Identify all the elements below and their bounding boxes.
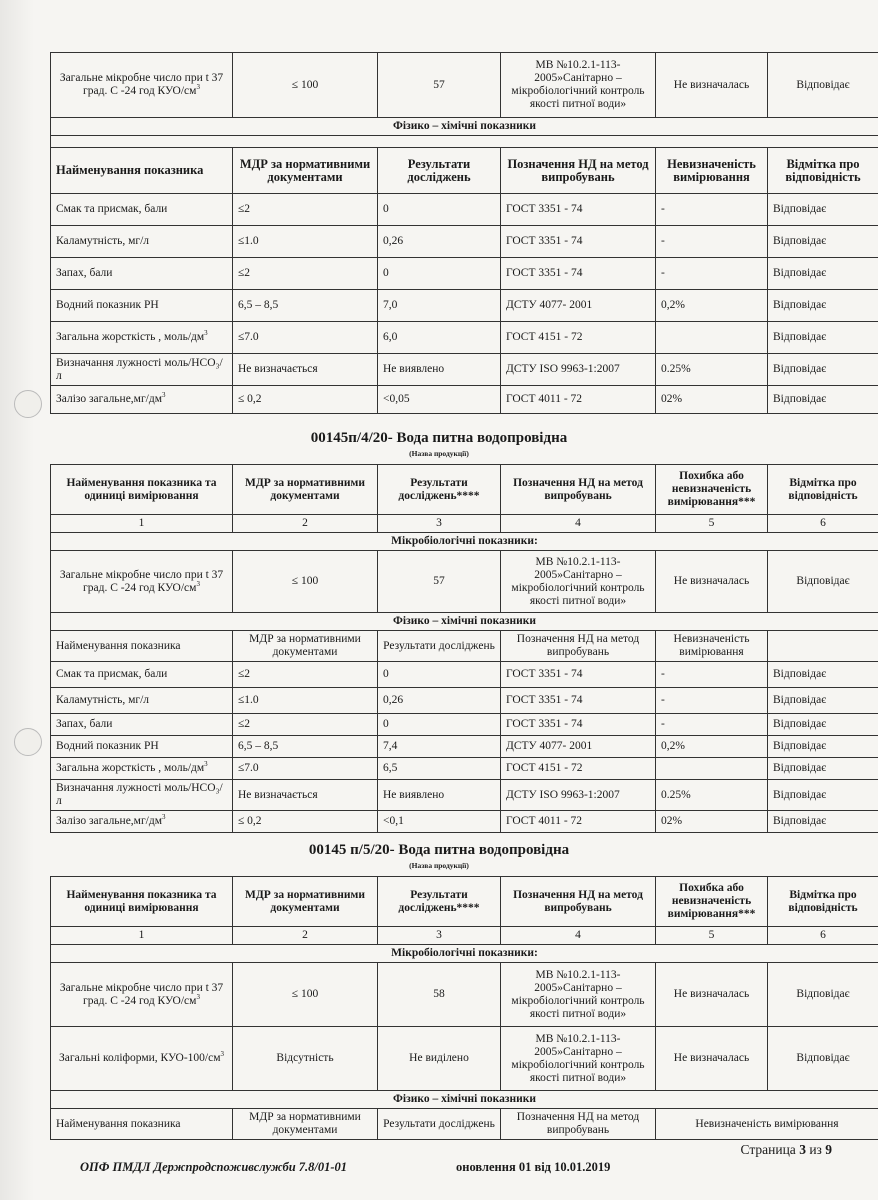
table-header-row: [51, 877, 878, 927]
param-uncertainty: -: [656, 226, 768, 258]
param-method: ДСТУ ISO 9963-1:2007: [501, 780, 656, 811]
param-norm: ≤2: [233, 662, 378, 688]
header-method: Позначення НД на метод випробувань: [501, 631, 656, 662]
param-name: Залізо $загальне,мг/дм^3$: [51, 386, 233, 414]
param-result: 0,26: [378, 226, 501, 258]
scan-edge-shadow: [0, 0, 34, 1200]
table-row: [51, 194, 878, 226]
param-method: ГОСТ 4011 - 72: [501, 386, 656, 414]
table-row: [51, 811, 878, 833]
param-norm: ≤7.0: [233, 322, 378, 354]
param-method: ГОСТ 3351 - 74: [501, 194, 656, 226]
header-uncertainty: Невизначеність вимірювання: [656, 1109, 878, 1140]
param-uncertainty: 02%: [656, 811, 768, 833]
param-norm: ≤2: [233, 714, 378, 736]
page-prefix: Страница: [740, 1142, 796, 1157]
param-result: Не виявлено: [378, 354, 501, 386]
uncertainty-cell: Не визначалась: [656, 963, 768, 1027]
header-compliance: Відмітка про відповідність: [768, 877, 878, 927]
method-cell: МВ №10.2.1-113-2005»Санітарно – мікробіологічний контроль якості питної води»: [501, 963, 656, 1027]
param-compliance: Відповідає: [768, 811, 878, 833]
header-norm: МДР за нормативними документами: [233, 631, 378, 662]
param-name: Каламутність, мг/л: [51, 226, 233, 258]
result-cell: 57: [378, 53, 501, 118]
compliance-cell: Відповідає: [768, 53, 878, 118]
header-name: Найменування показника: [51, 631, 233, 662]
section-row: [51, 945, 878, 963]
param-name: Водний показник РН: [51, 736, 233, 758]
spacer-row: [51, 136, 878, 148]
column-number: 6: [768, 927, 878, 945]
param-norm: Не визначається: [233, 354, 378, 386]
table-row: [51, 258, 878, 290]
table-row: [51, 736, 878, 758]
header-result: Результати досліджень****: [378, 877, 501, 927]
micro-name-cell: Загальне мікробне число при t 37 град. С -24 год КУО/$см^3$: [51, 53, 233, 118]
product-name-note: (Назва продукції): [409, 861, 469, 870]
header-name: Найменування показника: [51, 148, 233, 194]
table-header-row: [51, 148, 878, 194]
param-name: Загальна жорсткість , моль/$дм^3$: [51, 758, 233, 780]
param-result: 0: [378, 662, 501, 688]
norm-cell: Відсутність: [233, 1027, 378, 1091]
param-compliance: Відповідає: [768, 688, 878, 714]
param-method: ДСТУ ISO 9963-1:2007: [501, 354, 656, 386]
param-method: ГОСТ 4151 - 72: [501, 322, 656, 354]
table-row: [51, 290, 878, 322]
param-compliance: Відповідає: [768, 758, 878, 780]
page-number: [741, 1142, 833, 1158]
table-row: [51, 780, 878, 811]
header-result: Результати досліджень: [378, 631, 501, 662]
section-heading-product-3: 00145 п/5/20- Вода питна водопровідна: [308, 842, 570, 858]
header-uncertainty: Невизначеність вимірювання: [656, 631, 768, 662]
param-compliance: Відповідає: [768, 662, 878, 688]
param-name: Водний показник РН: [51, 290, 233, 322]
param-compliance: Відповідає: [768, 258, 878, 290]
param-name: Запах, бали: [51, 714, 233, 736]
section-row: [51, 533, 878, 551]
footer-revision: оновлення 01 від 10.01.2019: [456, 1160, 611, 1174]
param-result: 7,0: [378, 290, 501, 322]
param-norm: ≤7.0: [233, 758, 378, 780]
param-norm: ≤2: [233, 194, 378, 226]
param-result: 6,0: [378, 322, 501, 354]
column-number: 2: [233, 515, 378, 533]
param-name: Визначання лужності моль/НСО₃/л: [51, 780, 233, 811]
column-number: 2: [233, 927, 378, 945]
param-result: 0,26: [378, 688, 501, 714]
param-name: Смак та присмак, бали: [51, 194, 233, 226]
section-row: [51, 613, 878, 631]
norm-cell: ≤ 100: [233, 53, 378, 118]
header-error: Похибка або невизначеність вимірювання***: [656, 465, 768, 515]
method-cell: МВ №10.2.1-113-2005»Санітарно – мікробіологічний контроль якості питної води»: [501, 1027, 656, 1091]
norm-cell: ≤ 100: [233, 963, 378, 1027]
column-number: 4: [501, 927, 656, 945]
compliance-cell: Відповідає: [768, 1027, 878, 1091]
table-row: [51, 354, 878, 386]
header-method: Позначення НД на метод випробувань: [501, 1109, 656, 1140]
header-norm: МДР за нормативними документами: [233, 1109, 378, 1140]
param-result: 6,5: [378, 758, 501, 780]
header-norm: МДР за нормативними документами: [233, 465, 378, 515]
param-uncertainty: 02%: [656, 386, 768, 414]
header-result: Результати досліджень: [378, 1109, 501, 1140]
param-uncertainty: [656, 758, 768, 780]
param-method: ГОСТ 3351 - 74: [501, 662, 656, 688]
section-title-micro: Мікробіологічні показники:: [51, 945, 878, 963]
column-number: 5: [656, 515, 768, 533]
header-name: Найменування показника та одиниці вимірювання: [51, 465, 233, 515]
uncertainty-cell: Не визначалась: [656, 551, 768, 613]
param-norm: ≤ 0,2: [233, 386, 378, 414]
column-number: 6: [768, 515, 878, 533]
punch-hole-lower: [14, 728, 42, 756]
param-name: Каламутність, мг/л: [51, 688, 233, 714]
uncertainty-cell: Не визначалась: [656, 53, 768, 118]
param-method: ГОСТ 3351 - 74: [501, 258, 656, 290]
param-norm: ≤ 0,2: [233, 811, 378, 833]
table-first-continuation: [50, 52, 878, 414]
table-row: [51, 662, 878, 688]
column-number: 3: [378, 927, 501, 945]
header-norm: МДР за нормативними документами: [233, 148, 378, 194]
param-compliance: Відповідає: [768, 736, 878, 758]
param-norm: 6,5 – 8,5: [233, 290, 378, 322]
table-row: [51, 322, 878, 354]
column-number: 1: [51, 515, 233, 533]
param-method: ДСТУ 4077- 2001: [501, 290, 656, 322]
column-number: 5: [656, 927, 768, 945]
header-compliance: Відмітка про відповідність: [768, 465, 878, 515]
page-current: 3: [799, 1142, 806, 1157]
table-product-2: [50, 464, 878, 833]
param-result: <0,05: [378, 386, 501, 414]
param-method: ДСТУ 4077- 2001: [501, 736, 656, 758]
table-header-row: [51, 1109, 878, 1140]
table-row: [51, 758, 878, 780]
table-row: [51, 1027, 878, 1091]
param-uncertainty: 0,2%: [656, 736, 768, 758]
param-method: ГОСТ 3351 - 74: [501, 714, 656, 736]
param-uncertainty: -: [656, 662, 768, 688]
norm-cell: ≤ 100: [233, 551, 378, 613]
param-result: 0: [378, 714, 501, 736]
param-name: Залізо $загальне,мг/дм^3$: [51, 811, 233, 833]
table-product-3: [50, 876, 878, 1140]
compliance-cell: Відповідає: [768, 963, 878, 1027]
result-cell: Не виділено: [378, 1027, 501, 1091]
header-name: Найменування показника: [51, 1109, 233, 1140]
param-uncertainty: -: [656, 688, 768, 714]
param-method: ГОСТ 3351 - 74: [501, 688, 656, 714]
punch-hole-upper: [14, 390, 42, 418]
param-uncertainty: -: [656, 714, 768, 736]
header-method: Позначення НД на метод випробувань: [501, 877, 656, 927]
column-number: 3: [378, 515, 501, 533]
param-method: ГОСТ 3351 - 74: [501, 226, 656, 258]
micro-name-cell: Загальні коліформи, КУО-$100/см^3$: [51, 1027, 233, 1091]
section-heading-product-2: 00145п/4/20- Вода питна водопровідна: [310, 430, 568, 446]
table-row: [51, 53, 878, 118]
result-cell: 58: [378, 963, 501, 1027]
table-row: [51, 714, 878, 736]
method-cell: МВ №10.2.1-113-2005»Санітарно – мікробіологічний контроль якості питної води»: [501, 53, 656, 118]
table-header-row: [51, 465, 878, 515]
section-title-micro: Мікробіологічні показники:: [51, 533, 878, 551]
param-result: 0: [378, 258, 501, 290]
param-compliance: Відповідає: [768, 226, 878, 258]
param-method: ГОСТ 4151 - 72: [501, 758, 656, 780]
header-empty: [768, 631, 878, 662]
micro-name-cell: Загальне мікробне число при t 37 град. С -24 год КУО/$см^3$: [51, 551, 233, 613]
param-compliance: Відповідає: [768, 194, 878, 226]
page-sep: из: [809, 1142, 822, 1157]
param-uncertainty: -: [656, 194, 768, 226]
param-result: <0,1: [378, 811, 501, 833]
product-name-note: (Назва продукції): [409, 449, 469, 458]
header-method: Позначення НД на метод випробувань: [501, 148, 656, 194]
param-method: ГОСТ 4011 - 72: [501, 811, 656, 833]
table-row: [51, 963, 878, 1027]
param-uncertainty: -: [656, 258, 768, 290]
param-norm: ≤1.0: [233, 688, 378, 714]
param-uncertainty: [656, 322, 768, 354]
footer-form-code: ОПФ ПМДЛ Держпродспоживслужби 7.8/01-01: [80, 1160, 348, 1174]
section-title-phys-chem: Фізико – хімічні показники: [51, 613, 878, 631]
param-result: 7,4: [378, 736, 501, 758]
column-number-row: [51, 927, 878, 945]
page-total: 9: [825, 1142, 832, 1157]
param-compliance: Відповідає: [768, 354, 878, 386]
table-row: [51, 226, 878, 258]
table-row: [51, 688, 878, 714]
param-name: Загальна жорсткість , моль/$дм^3$: [51, 322, 233, 354]
param-norm: 6,5 – 8,5: [233, 736, 378, 758]
header-name: Найменування показника та одиниці вимірювання: [51, 877, 233, 927]
section-title-phys-chem: Фізико – хімічні показники: [51, 118, 878, 136]
param-compliance: Відповідає: [768, 386, 878, 414]
section-title-phys-chem: Фізико – хімічні показники: [51, 1091, 878, 1109]
table-row: [51, 386, 878, 414]
table-header-row: [51, 631, 878, 662]
micro-name-cell: Загальне мікробне число при t 37 град. С -24 год КУО/$см^3$: [51, 963, 233, 1027]
header-method: Позначення НД на метод випробувань: [501, 465, 656, 515]
param-compliance: Відповідає: [768, 780, 878, 811]
param-compliance: Відповідає: [768, 290, 878, 322]
header-compliance: Відмітка про відповідність: [768, 148, 878, 194]
header-norm: МДР за нормативними документами: [233, 877, 378, 927]
param-name: Запах, бали: [51, 258, 233, 290]
param-norm: ≤1.0: [233, 226, 378, 258]
param-name: Смак та присмак, бали: [51, 662, 233, 688]
uncertainty-cell: Не визначалась: [656, 1027, 768, 1091]
param-uncertainty: 0,2%: [656, 290, 768, 322]
param-result: 0: [378, 194, 501, 226]
param-uncertainty: 0.25%: [656, 354, 768, 386]
param-uncertainty: 0.25%: [656, 780, 768, 811]
section-row: [51, 118, 878, 136]
header-uncertainty: Невизначеність вимірювання: [656, 148, 768, 194]
param-norm: ≤2: [233, 258, 378, 290]
compliance-cell: Відповідає: [768, 551, 878, 613]
param-result: Не виявлено: [378, 780, 501, 811]
column-number: 4: [501, 515, 656, 533]
result-cell: 57: [378, 551, 501, 613]
param-compliance: Відповідає: [768, 714, 878, 736]
method-cell: МВ №10.2.1-113-2005»Санітарно – мікробіологічний контроль якості питної води»: [501, 551, 656, 613]
header-result: Результати досліджень****: [378, 465, 501, 515]
table-row: [51, 551, 878, 613]
param-norm: Не визначається: [233, 780, 378, 811]
section-row: [51, 1091, 878, 1109]
header-result: Результати досліджень: [378, 148, 501, 194]
column-number: 1: [51, 927, 233, 945]
header-error: Похибка або невизначеність вимірювання***: [656, 877, 768, 927]
column-number-row: [51, 515, 878, 533]
param-compliance: Відповідає: [768, 322, 878, 354]
param-name: Визначання лужності моль/НСО₃/л: [51, 354, 233, 386]
